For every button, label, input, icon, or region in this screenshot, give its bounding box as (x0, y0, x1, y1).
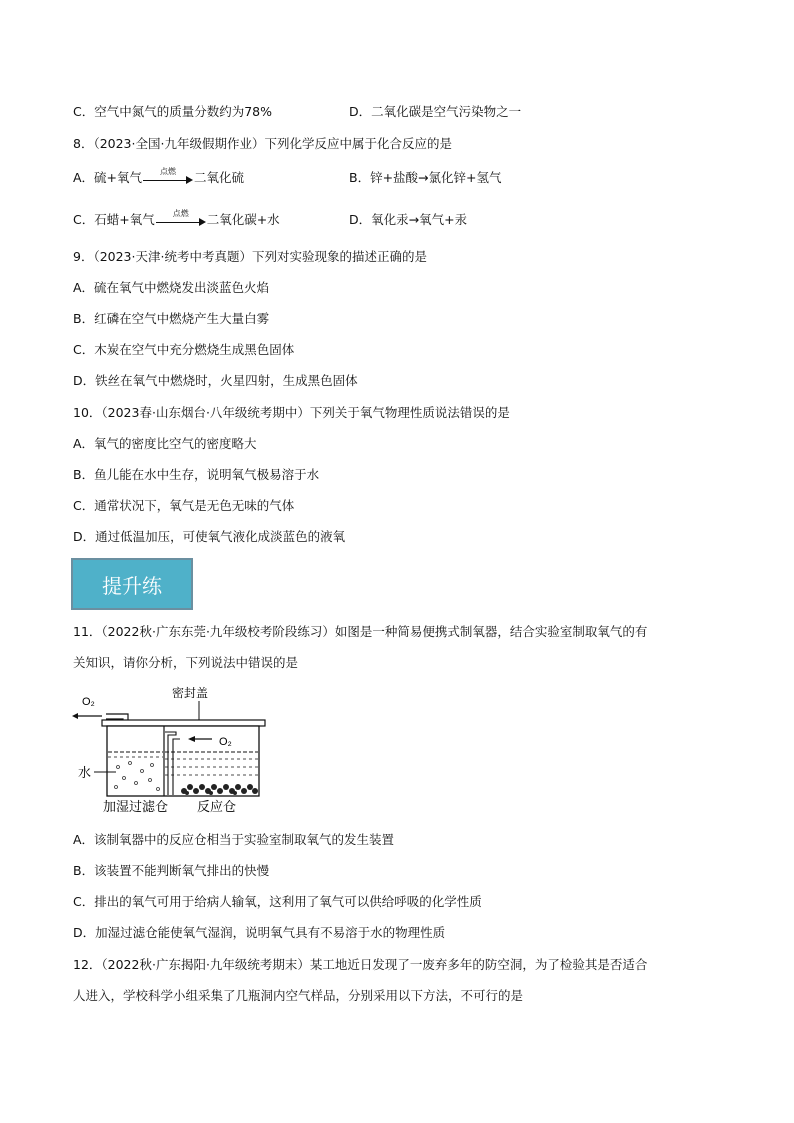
reaction-chamber-label: 反应仓 (197, 799, 237, 814)
reaction-arrow-icon (143, 166, 193, 187)
reaction-condition: 点燃 (172, 208, 189, 218)
q8-option-c (73, 208, 280, 229)
q9-stem: 9．（2023·天津·统考中考真题）下列对实验现象的描述正确的是 (73, 249, 427, 264)
q8-option-a-reactants: A．硫+氧气 (73, 170, 143, 185)
q8-option-c-products: 二氧化碳+水 (206, 212, 280, 227)
reaction-arrow-icon (156, 208, 206, 229)
q8-stem: 8．（2023·全国·九年级假期作业）下列化学反应中属于化合反应的是 (73, 136, 452, 151)
reaction-condition: 点燃 (160, 166, 177, 176)
seal-cap (102, 720, 265, 726)
seal-cap-label: 密封盖 (172, 686, 209, 700)
section-title: 提升练 (102, 573, 162, 598)
q10-option-c: C．通常状况下，氧气是无色无味的气体 (73, 498, 295, 513)
q11-option-a: A．该制氧器中的反应仓相当于实验室制取氧气的发生装置 (73, 832, 395, 847)
o2-in-label: O₂ (219, 736, 232, 748)
q7-option-c: C．空气中氮气的质量分数约为78% (73, 104, 273, 119)
q9-option-b: B．红磷在空气中燃烧产生大量白雾 (73, 311, 270, 326)
section-banner (71, 558, 193, 610)
q11-option-d: D．加湿过滤仓能使氧气湿润，说明氧气具有不易溶于水的物理性质 (73, 925, 446, 940)
q10-stem: 10．（2023春·山东烟台·八年级统考期中）下列关于氧气物理性质说法错误的是 (73, 405, 510, 420)
q11-stem-line2: 关知识，请你分析，下列说法中错误的是 (73, 655, 299, 670)
q11-option-c: C．排出的氧气可用于给病人输氧，这利用了氧气可以供给呼吸的化学性质 (73, 894, 482, 909)
q8-option-c-reactants: C．石蜡+氧气 (73, 212, 155, 227)
q9-option-d: D．铁丝在氧气中燃烧时，火星四射，生成黑色固体 (73, 373, 358, 388)
q9-option-a: A．硫在氧气中燃烧发出淡蓝色火焰 (73, 280, 270, 295)
humidify-chamber-label: 加湿过滤仓 (103, 799, 169, 814)
q8-option-a (73, 166, 245, 187)
q10-option-b: B．鱼儿能在水中生存，说明氧气极易溶于水 (73, 467, 320, 482)
oxygen-generator-diagram (72, 683, 277, 818)
q8-option-d: D．氧化汞→氧气+汞 (349, 212, 468, 227)
q12-stem-line2: 人进入，学校科学小组采集了几瓶洞内空气样品，分别采用以下方法，不可行的是 (73, 988, 524, 1003)
q11-stem-line1: 11．（2022秋·广东东莞·九年级校考阶段练习）如图是一种简易便携式制氧器，结合实验室制取氧气的有 (73, 624, 648, 639)
q8-option-a-products: 二氧化硫 (194, 170, 245, 185)
q11-option-b: B．该装置不能判断氧气排出的快慢 (73, 863, 270, 878)
water-label: 水 (78, 765, 92, 780)
q10-option-a: A．氧气的密度比空气的密度略大 (73, 436, 257, 451)
q9-option-c: C．木炭在空气中充分燃烧生成黑色固体 (73, 342, 295, 357)
q12-stem-line1: 12．（2022秋·广东揭阳·九年级统考期末）某工地近日发现了一废弃多年的防空洞，为了检验其是否适合 (73, 957, 648, 972)
q10-option-d: D．通过低温加压，可使氧气液化成淡蓝色的液氧 (73, 529, 346, 544)
q8-option-b: B．锌+盐酸→氯化锌+氢气 (349, 170, 502, 185)
q7-option-d: D．二氧化碳是空气污染物之一 (349, 104, 522, 119)
o2-out-label: O₂ (82, 696, 95, 708)
